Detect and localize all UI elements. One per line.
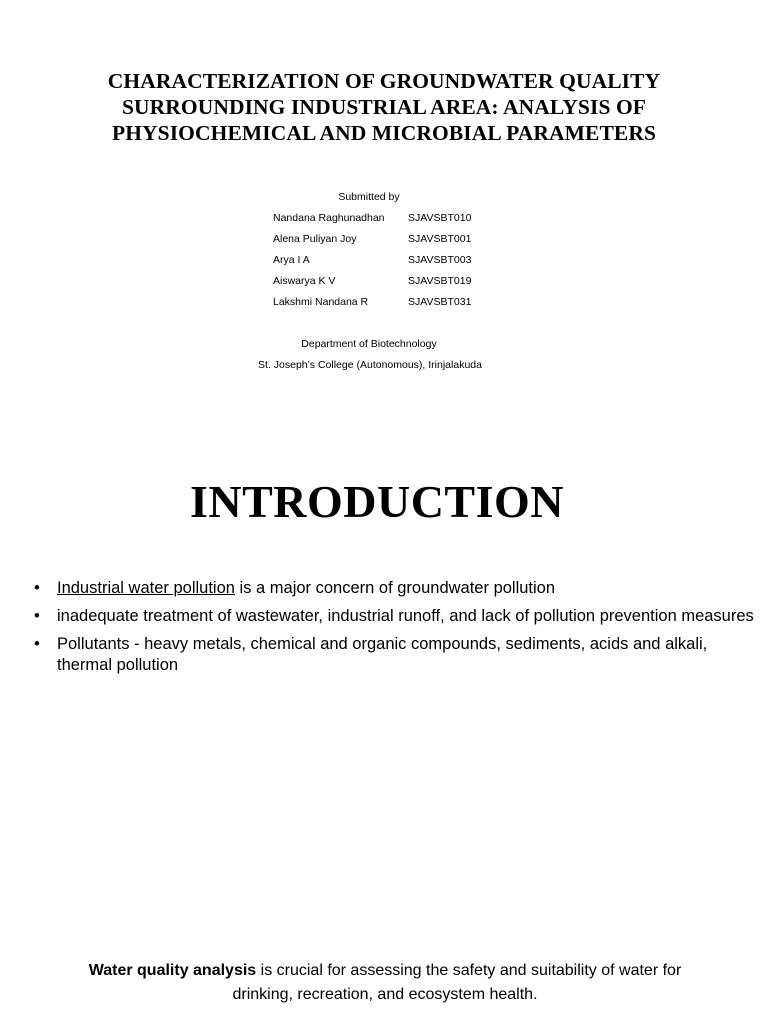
author-list bbox=[273, 212, 471, 317]
department-name: Department of Biotechnology bbox=[301, 338, 437, 350]
footer-note-text: is crucial for assessing the safety and suitability of water for drinking, recreation, and ecosystem health. bbox=[232, 962, 682, 1003]
author-name: Alena Puliyan Joy bbox=[273, 233, 357, 245]
submitted-by-label: Submitted by bbox=[338, 191, 400, 203]
bullet-dot-icon: • bbox=[34, 635, 40, 653]
author-row bbox=[273, 275, 471, 296]
footer-note-bold: Water quality analysis bbox=[88, 962, 257, 979]
bullet-underlined-text: Industrial water pollution bbox=[57, 579, 235, 597]
title-line: PHYSIOCHEMICAL AND MICROBIAL PARAMETERS bbox=[111, 121, 657, 145]
author-name: Nandana Raghunadhan bbox=[273, 212, 385, 224]
bullet-dot-icon: • bbox=[34, 579, 40, 597]
author-name: Aiswarya K V bbox=[273, 275, 336, 287]
author-row bbox=[273, 233, 471, 254]
author-id: SJAVSBT031 bbox=[408, 296, 472, 308]
author-id: SJAVSBT003 bbox=[408, 254, 472, 266]
author-row bbox=[273, 296, 471, 317]
bullet-text: is a major concern of groundwater pollution bbox=[234, 579, 556, 597]
author-row bbox=[273, 254, 471, 275]
bullet-item bbox=[34, 606, 754, 627]
title-line: CHARACTERIZATION OF GROUNDWATER QUALITY bbox=[107, 69, 661, 93]
college-name: St. Joseph’s College (Autonomous), Irinjalakuda bbox=[258, 359, 482, 371]
bullet-list bbox=[34, 578, 754, 683]
author-name: Lakshmi Nandana R bbox=[273, 296, 369, 308]
author-id: SJAVSBT010 bbox=[408, 212, 472, 224]
document-title bbox=[40, 68, 728, 146]
title-line: SURROUNDING INDUSTRIAL AREA: ANALYSIS OF bbox=[121, 95, 647, 119]
author-name: Arya I A bbox=[273, 254, 310, 266]
author-row bbox=[273, 212, 471, 233]
author-id: SJAVSBT019 bbox=[408, 275, 472, 287]
bullet-item bbox=[34, 634, 754, 676]
footer-note bbox=[60, 959, 710, 1007]
bullet-dot-icon: • bbox=[34, 607, 40, 625]
bullet-text: Pollutants - heavy metals, chemical and organic compounds, sediments, acids and alkali, thermal pollution bbox=[57, 635, 708, 674]
section-heading: INTRODUCTION bbox=[189, 476, 565, 527]
bullet-text: inadequate treatment of wastewater, industrial runoff, and lack of pollution prevention measures bbox=[57, 607, 754, 625]
bullet-item bbox=[34, 578, 754, 599]
author-id: SJAVSBT001 bbox=[408, 233, 472, 245]
